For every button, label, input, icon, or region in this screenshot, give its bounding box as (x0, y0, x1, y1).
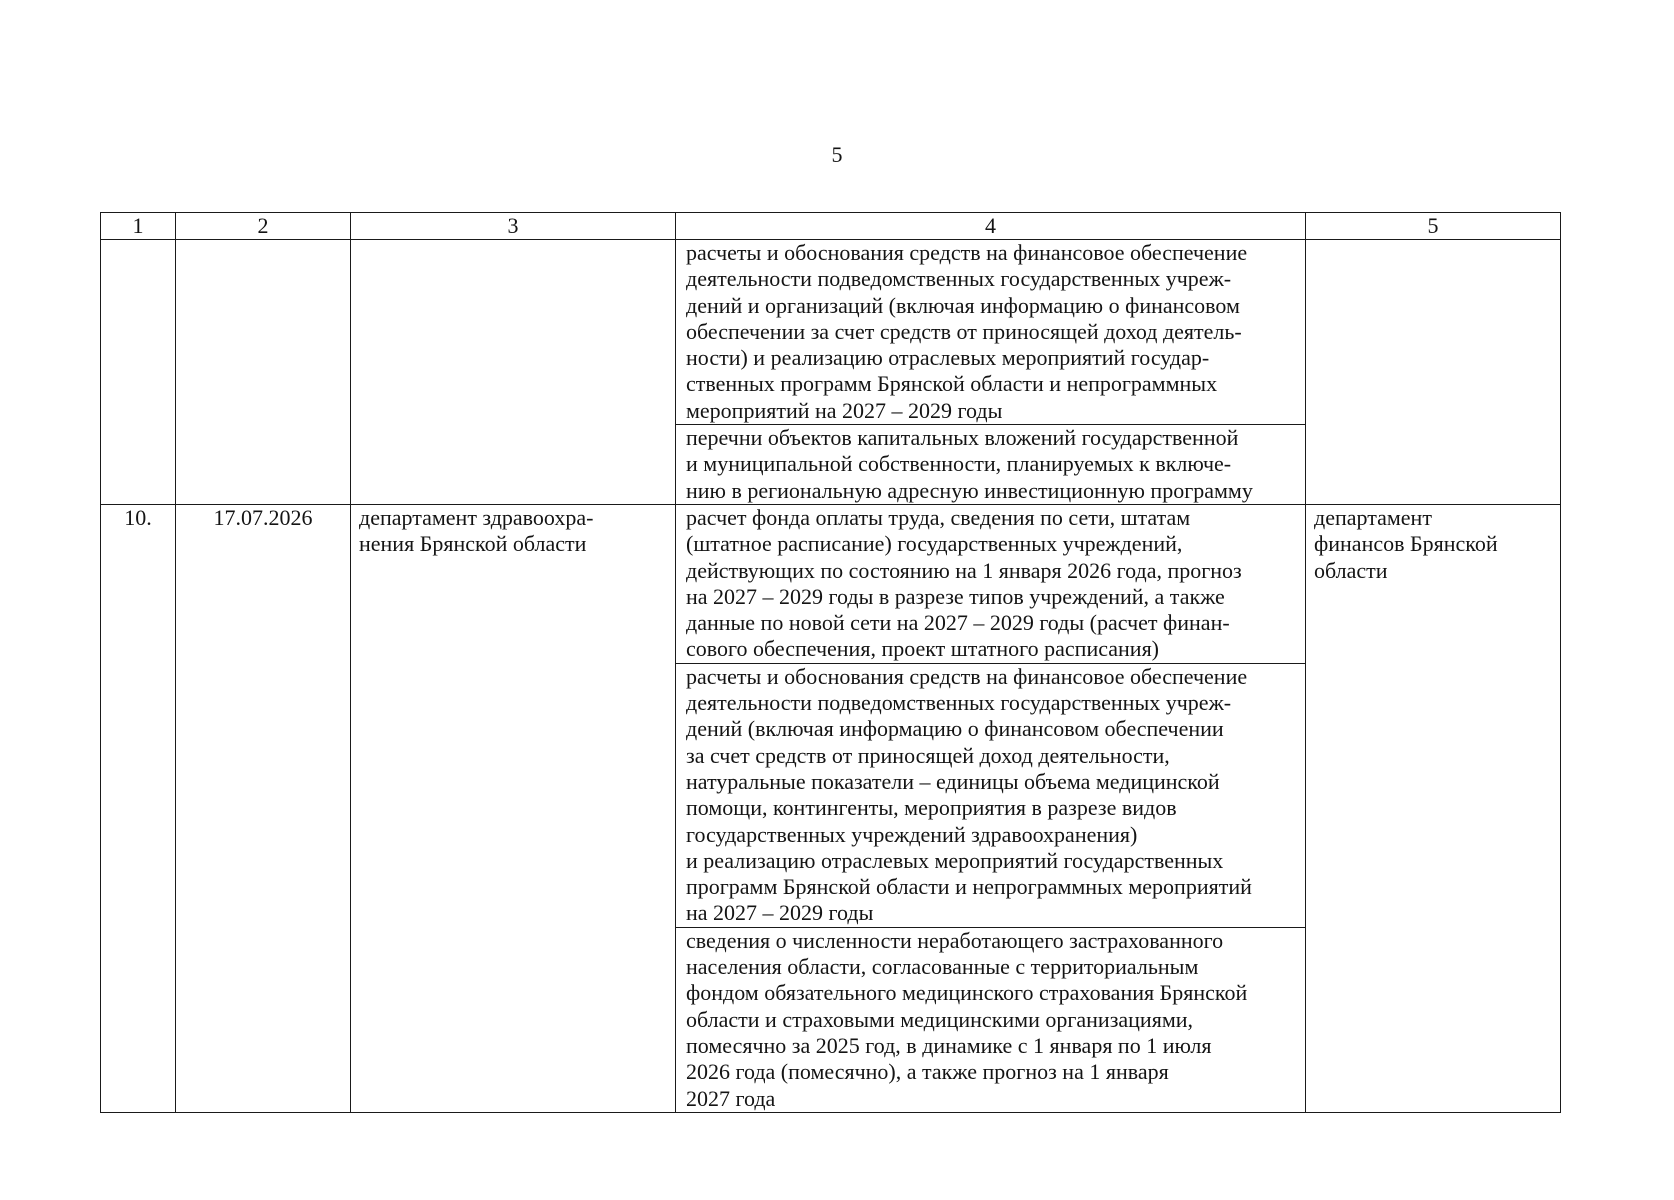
text-line: сведения о численности неработающего застрахованного (686, 927, 1224, 953)
text-line: на 2027 – 2029 годы (686, 900, 874, 926)
text-line: программ Брянской области и непрограммных мероприятий (686, 874, 1252, 900)
text-line: ственных программ Брянской области и непрограммных (686, 371, 1218, 397)
text-line: помощи, контингенты, мероприятия в разрезе видов (686, 795, 1177, 821)
text-line: нию в региональную адресную инвестиционную программу (686, 477, 1253, 503)
document-item (676, 505, 1305, 663)
text-line: дений и организаций (включая информацию о финансовом (686, 292, 1240, 318)
text-line: обеспечении за счет средств от приносящей доход деятель- (686, 318, 1242, 344)
page-number: 5 (831, 142, 843, 167)
header-col-3: 3 (351, 213, 676, 240)
text-line: (штатное расписание) государственных учреждений, (686, 531, 1183, 557)
continued-row-executor (351, 240, 676, 505)
text-line: финансов Брянской (1314, 531, 1498, 557)
text-line: населения области, согласованные с территориальным (686, 954, 1199, 980)
text-line: сового обеспечения, проект штатного расписания) (686, 636, 1160, 662)
header-col-1: 1 (101, 213, 176, 240)
text-line: области (1314, 557, 1388, 583)
document-item (676, 424, 1305, 504)
table-header-row (101, 213, 1561, 240)
row-date: 17.07.2026 (176, 504, 351, 1112)
table-row-10 (101, 504, 1561, 1112)
text-line: за счет средств от приносящей доход деятельности, (686, 742, 1170, 768)
text-line: 2026 года (помесячно), а также прогноз на 1 января (686, 1059, 1169, 1085)
table-row-continued (101, 240, 1561, 505)
text-line: ности) и реализацию отраслевых мероприятий государ- (686, 345, 1210, 371)
continued-row-documents (676, 240, 1306, 505)
text-line: фондом обязательного медицинского страхования Брянской (686, 980, 1248, 1006)
text-line: натуральные показатели – единицы объема медицинской (686, 768, 1220, 794)
schedule-table (100, 212, 1561, 1113)
continued-row-number (101, 240, 176, 505)
text-line: и муниципальной собственности, планируемых к включе- (686, 451, 1232, 477)
document-item (676, 663, 1305, 927)
text-line: деятельности подведомственных государственных учреж- (686, 690, 1232, 716)
header-col-5: 5 (1306, 213, 1561, 240)
text-line: департамент здравоохра- (359, 504, 594, 530)
text-line: расчеты и обоснования средств на финансовое обеспечение (686, 663, 1248, 689)
text-line: расчет фонда оплаты труда, сведения по сети, штатам (686, 504, 1191, 530)
text-line: 2027 года (686, 1085, 776, 1111)
document-item (676, 240, 1305, 424)
text-line: области и страховыми медицинскими организациями, (686, 1006, 1194, 1032)
continued-row-date (176, 240, 351, 505)
text-line: деятельности подведомственных государственных учреж- (686, 266, 1232, 292)
header-col-2: 2 (176, 213, 351, 240)
text-line: и реализацию отраслевых мероприятий государственных (686, 847, 1224, 873)
text-line: дений (включая информацию о финансовом обеспечении (686, 716, 1224, 742)
text-line: на 2027 – 2029 годы в разрезе типов учреждений, а также (686, 583, 1225, 609)
text-line: действующих по состоянию на 1 января 2026 года, прогноз (686, 557, 1242, 583)
text-line: расчеты и обоснования средств на финансовое обеспечение (686, 240, 1248, 265)
row-number: 10. (101, 504, 176, 1112)
text-line: мероприятий на 2027 – 2029 годы (686, 397, 1003, 423)
row-executor (351, 504, 676, 1112)
text-line: помесячно за 2025 год, в динамике с 1 января по 1 июля (686, 1032, 1212, 1058)
document-item (676, 927, 1305, 1112)
text-line: перечни объектов капитальных вложений государственной (686, 425, 1239, 451)
row-documents (676, 504, 1306, 1112)
row-recipient (1306, 504, 1561, 1112)
text-line: государственных учреждений здравоохранения) (686, 821, 1138, 847)
continued-row-recipient (1306, 240, 1561, 505)
header-col-4: 4 (676, 213, 1306, 240)
text-line: данные по новой сети на 2027 – 2029 годы (расчет финан- (686, 610, 1230, 636)
text-line: департамент (1314, 504, 1432, 530)
text-line: нения Брянской области (359, 531, 587, 557)
